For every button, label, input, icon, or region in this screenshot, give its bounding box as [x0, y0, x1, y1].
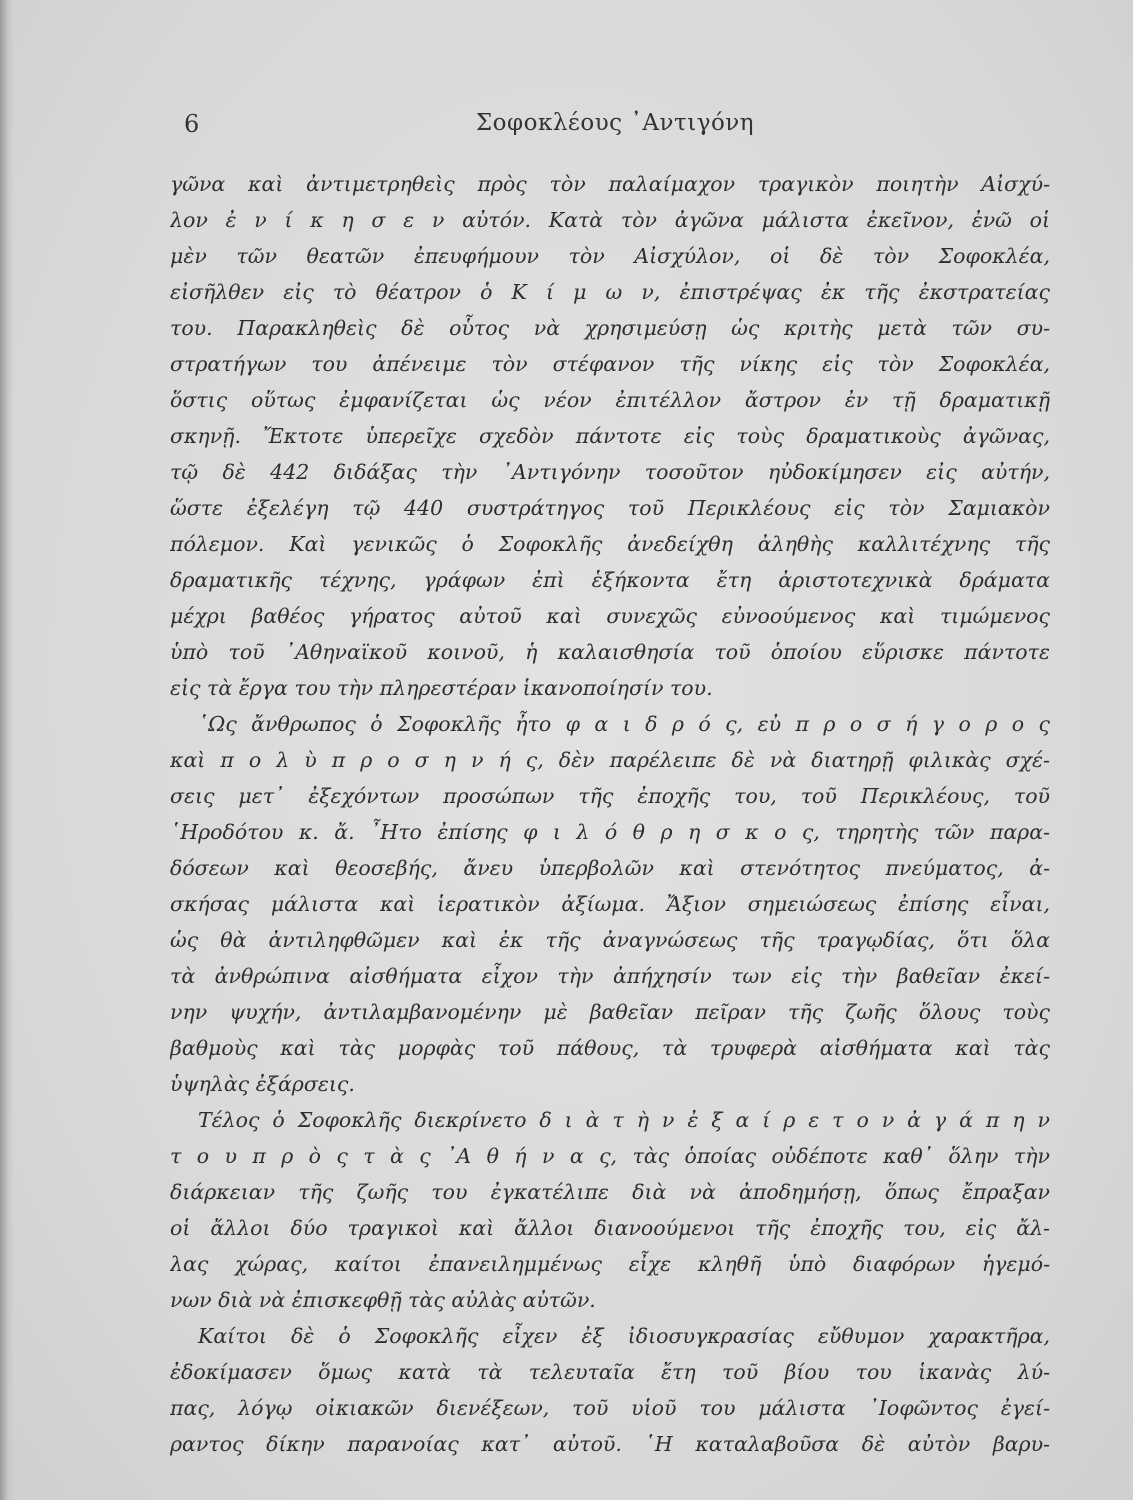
text-line: μὲν τῶν θεατῶν ἐπευφήμουν τὸν Αἰσχύλον, οἱ δὲ τὸν Σοφοκλέα, — [170, 244, 1050, 268]
text-line: δόσεων καὶ θεοσεβής, ἄνευ ὑπερβολῶν καὶ στενότητος πνεύματος, ἀ- — [170, 856, 1050, 880]
page-binding-shadow — [0, 0, 14, 1500]
text-line: Καίτοι δὲ ὁ Σοφοκλῆς εἶχεν ἐξ ἰδιοσυγκρασίας εὔθυμον χαρακτῆρα, — [198, 1324, 1050, 1348]
page-header — [170, 110, 1060, 146]
text-line: νην ψυχήν, ἀντιλαμβανομένην μὲ βαθεῖαν πεῖραν τῆς ζωῆς ὅλους τοὺς — [170, 1000, 1050, 1024]
text-line: πόλεμον. Καὶ γενικῶς ὁ Σοφοκλῆς ἀνεδείχθη ἀληθὴς καλλιτέχνης τῆς — [170, 532, 1050, 556]
text-line: Τέλος ὁ Σοφοκλῆς διεκρίνετο δ ι ὰ τ ὴ ν ἐ ξ α ί ρ ε τ ο ν ἀ γ ά π η ν — [198, 1108, 1050, 1132]
text-line: οἱ ἄλλοι δύο τραγικοὶ καὶ ἄλλοι διανοούμενοι τῆς ἐποχῆς του, εἰς ἄλ- — [170, 1216, 1050, 1240]
text-line: διάρκειαν τῆς ζωῆς του ἐγκατέλιπε διὰ νὰ ἀποδημήσῃ, ὅπως ἔπραξαν — [170, 1180, 1050, 1204]
text-line: γῶνα καὶ ἀντιμετρηθεὶς πρὸς τὸν παλαίμαχον τραγικὸν ποιητὴν Αἰσχύ- — [170, 172, 1050, 196]
text-line: στρατήγων του ἀπένειμε τὸν στέφανον τῆς νίκης εἰς τὸν Σοφοκλέα, — [170, 352, 1050, 376]
text-line: ῾Ως ἄνθρωπος ὁ Σοφοκλῆς ἦτο φ α ι δ ρ ό ς, εὐ π ρ ο σ ή γ ο ρ ο ς — [198, 712, 1050, 736]
text-line: ὥστε ἐξελέγη τῷ 440 συστράτηγος τοῦ Περικλέους εἰς τὸν Σαμιακὸν — [170, 496, 1050, 520]
text-line: τὰ ἀνθρώπινα αἰσθήματα εἶχον τὴν ἀπήχησίν των εἰς τὴν βαθεῖαν ἐκεί- — [170, 964, 1050, 988]
running-title: Σοφοκλέους ᾿Αντιγόνη — [475, 110, 755, 136]
text-line: μέχρι βαθέος γήρατος αὐτοῦ καὶ συνεχῶς εὐνοούμενος καὶ τιμώμενος — [170, 604, 1050, 628]
text-line: ῾Ηροδότου κ. ἄ. ῏Ητο ἐπίσης φ ι λ ό θ ρ η σ κ ο ς, τηρητὴς τῶν παρα- — [170, 820, 1050, 844]
page-number: 6 — [184, 110, 200, 138]
text-line: σκηνῇ. Ἔκτοτε ὑπερεῖχε σχεδὸν πάντοτε εἰς τοὺς δραματικοὺς ἀγῶνας, — [170, 424, 1050, 448]
text-line: ὑπὸ τοῦ ᾿Αθηναϊκοῦ κοινοῦ, ἡ καλαισθησία τοῦ ὁποίου εὕρισκε πάντοτε — [170, 640, 1050, 664]
text-line: τῷ δὲ 442 διδάξας τὴν ᾿Αντιγόνην τοσοῦτον ηὐδοκίμησεν εἰς αὐτήν, — [170, 460, 1050, 484]
text-line: ὅστις οὕτως ἐμφανίζεται ὡς νέον ἐπιτέλλον ἄστρον ἐν τῇ δραματικῇ — [170, 388, 1050, 412]
text-line: ἐδοκίμασεν ὅμως κατὰ τὰ τελευταῖα ἔτη τοῦ βίου του ἱκανὰς λύ- — [170, 1360, 1050, 1384]
text-line: ὑψηλὰς ἐξάρσεις. — [170, 1072, 355, 1096]
text-line: βαθμοὺς καὶ τὰς μορφὰς τοῦ πάθους, τὰ τρυφερὰ αἰσθήματα καὶ τὰς — [170, 1036, 1050, 1060]
text-line: δραματικῆς τέχνης, γράφων ἐπὶ ἑξήκοντα ἔτη ἀριστοτεχνικὰ δράματα — [170, 568, 1050, 592]
text-line: πας, λόγῳ οἰκιακῶν διενέξεων, τοῦ υἱοῦ του μάλιστα ᾿Ιοφῶντος ἐγεί- — [170, 1396, 1050, 1420]
text-line: ὡς θὰ ἀντιληφθῶμεν καὶ ἐκ τῆς ἀναγνώσεως τῆς τραγῳδίας, ὅτι ὅλα — [170, 928, 1050, 952]
text-line: λας χώρας, καίτοι ἐπανειλημμένως εἶχε κληθῆ ὑπὸ διαφόρων ἡγεμό- — [170, 1252, 1050, 1276]
text-line: τ ο υ π ρ ὸ ς τ ὰ ς ᾿Α θ ή ν α ς, τὰς ὁποίας οὐδέποτε καθ᾿ ὅλην τὴν — [170, 1144, 1050, 1168]
text-line: νων διὰ νὰ ἐπισκεφθῇ τὰς αὐλὰς αὐτῶν. — [170, 1288, 596, 1312]
text-line: ραντος δίκην παρανοίας κατ᾿ αὐτοῦ. ῾Η καταλαβοῦσα δὲ αὐτὸν βαρυ- — [170, 1432, 1050, 1456]
text-line: εἰς τὰ ἔργα του τὴν πληρεστέραν ἱκανοποίησίν του. — [170, 676, 713, 700]
text-line: του. Παρακληθεὶς δὲ οὗτος νὰ χρησιμεύσῃ ὡς κριτὴς μετὰ τῶν συ- — [170, 316, 1050, 340]
text-line: σεις μετ᾿ ἐξεχόντων προσώπων τῆς ἐποχῆς του, τοῦ Περικλέους, τοῦ — [170, 784, 1050, 808]
text-line: καὶ π ο λ ὺ π ρ ο σ η ν ή ς, δὲν παρέλειπε δὲ νὰ διατηρῇ φιλικὰς σχέ- — [170, 748, 1050, 772]
text-line: λον ἐ ν ί κ η σ ε ν αὐτόν. Κατὰ τὸν ἀγῶνα μάλιστα ἐκεῖνον, ἐνῶ οἱ — [170, 208, 1050, 232]
text-line: σκήσας μάλιστα καὶ ἱερατικὸν ἀξίωμα. Ἄξιον σημειώσεως ἐπίσης εἶναι, — [170, 892, 1050, 916]
body-text — [170, 166, 1050, 1462]
text-line: εἰσῆλθεν εἰς τὸ θέατρον ὁ Κ ί μ ω ν, ἐπιστρέψας ἐκ τῆς ἐκστρατείας — [170, 280, 1050, 304]
